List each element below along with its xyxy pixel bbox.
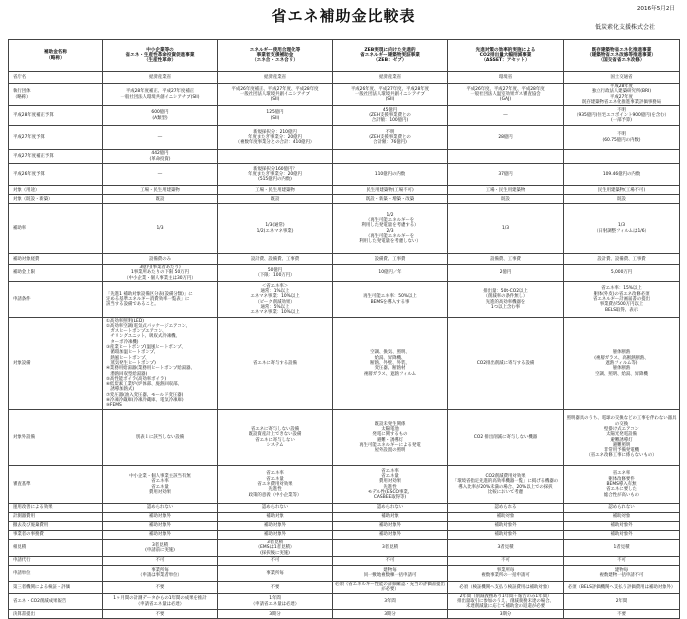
table-cell: 不可 [564,556,680,565]
table-row [9,565,680,581]
table-cell: 経済産業省 [218,72,333,84]
table-row [9,254,680,265]
row-label-cell: 対象（用途） [9,186,103,195]
table-row [9,531,680,540]
table-cell: 3期分 [448,610,564,619]
table-cell: 1/2 （再生可能エネルギーを 利用した発電量を考慮する） 2/3 （再生可能エネルギーを 利用した発電量を考慮しない） [333,204,448,254]
table-cell: 442億円 (革命投資) [103,150,218,164]
table-row [9,522,680,531]
table-cell: 事業所毎 （申請は事業者単位） [103,565,218,581]
row-label-cell: 平成26年度予算 [9,164,103,186]
table-cell: 2億円 [448,265,564,282]
table-cell: 3期分 [218,610,333,619]
table-cell: 新規採択分160億円？ 年度またぎ事業分：20億円 (515億円の内数) [218,164,333,186]
table-cell: 補助対象 [218,513,333,522]
table-cell: 補助対象 [448,513,564,522]
table-cell: 再生可能エネ率：50%以上 BEMSを導入する事 [333,282,448,318]
table-header-row [9,40,680,72]
table-cell: ＜省エネ率＞ 通常：1%以上 エネマネ事業：10%以上 （ピーク削減効果） 通常：5%以上 エネマネ事業：10%以上 [218,282,333,318]
table-cell: 600億円 (A類型) [103,106,218,126]
table-cell: 既設未発生関係 太陽電池 発電に関するもの 避難・誘導灯 再生可能エネルギーによる発電 屋外設置の照明 [333,410,448,466]
table-row [9,504,680,513]
table-cell: 補助対象外 [218,531,333,540]
table-row [9,593,680,610]
row-label-cell: 補助率 [9,204,103,254]
table-row [9,610,680,619]
table-cell: 建物毎 複数建物一括申請不可 [564,565,680,581]
table-cell: 設備費のみ [103,254,218,265]
table-cell: 民生用建築物(工場不可) [564,186,680,195]
table-cell: 1ヶ月間の計測データからの1年間の成果を推計 （申請省エネ量は必達） [103,593,218,610]
table-cell: 工場・民生用建築物 [218,186,333,195]
table-cell: 認められない [103,504,218,513]
table-cell: 既設 [564,195,680,204]
table-cell: 1/3 （日射調整フィルムは1/6） [564,204,680,254]
table-cell: 2年間（削減義務あり1年間＋報告のみ1年間） 排出量取引に参加のうえ、削減義務未達の場合、 未達削減量に応じて補助金の返還が必要 [448,593,564,610]
table-cell: 補助対象外 [564,531,680,540]
table-cell: 別表１に該当しない設備 [103,410,218,466]
table-cell: 補助対象外 [448,531,564,540]
table-row [9,513,680,522]
table-cell [333,150,448,164]
table-cell: 設備費、工事費 [448,254,564,265]
table-cell: 国土交通省 [564,72,680,84]
table-row [9,282,680,318]
table-cell: 3者見積 (申請前に実施) [103,540,218,557]
row-label-cell: 対象（既設・新築） [9,195,103,204]
program-name-cell: エネルギー使用合理化等 事業者支援補助金 （エネ合・エネ合リ） [218,40,333,72]
table-cell: 補助対象外 [103,513,218,522]
table-cell: 補助対象外 [333,522,448,531]
table-row [9,581,680,593]
table-cell: 省エネ率 省エネ量 省エネ費用対効果 先進性 政策的意義（中小企業等） [218,466,333,504]
table-cell: 必須（検証機関へ支払う検証費用は補助対象） [448,581,564,593]
header-label-cell: 補助金名称 （略称） [9,40,103,72]
table-cell [218,150,333,164]
table-row [9,72,680,84]
row-label-cell: 平成27年度予算 [9,126,103,150]
table-cell: 3億円(事業者あたり) 1事業所あたりの下限 50万円 （中小企業・個人事業主は30万円） [103,265,218,282]
table-cell: CO2排出削減に寄与する設備 [448,318,564,410]
row-label-cell: 第三者機関による検証・評価 [9,581,103,593]
row-label-cell: 省エネ・CO2削減成果報告 [9,593,103,610]
table-cell: 認められる [448,504,564,513]
table-cell: ― [103,126,218,150]
table-cell: 補助対象外 [333,531,448,540]
table-cell: 中小企業・個人事業主該当有無 省エネ率 省エネ量 費用対効果 [103,466,218,504]
table-cell: 民生用建築物(工場不可) [333,186,448,195]
table-cell: 空調、換気、照明、 給湯、昇降機、 断熱、外壁、外装、 変圧器、断熱材 複層ガラス、遮熱フィルム [333,318,448,410]
table-cell: 工場・民生用建築物 [448,186,564,195]
row-label-cell: 平成28年度補正予算 [9,106,103,126]
table-cell: 認められない [564,504,680,513]
table-cell: 認められない [333,504,448,513]
table-cell: 45億円 (ZEH支援事業費との 合計額：100億円) [333,106,448,126]
table-cell: 設計費、設備費、工事費 [218,254,333,265]
table-cell: 既設 [218,195,333,204]
table-cell: 平成28年度補正、平成27年度補正 一般社団法人環境共創イニシアチブ(SII) [103,84,218,106]
row-label-cell: 審査基準 [9,466,103,504]
table-cell: 新規採択分：210億円 年度またぎ事業分：20億円 （複数年度事業分との合計：410億円） [218,126,333,150]
table-cell: 既設 [448,195,564,204]
table-cell [448,150,564,164]
table-cell: 補助対象外 [103,522,218,531]
table-cell: 「先進1 補助対象設備区分表(設備分類)」に 定める基準エネルギー消費効率一覧表」に 該当する設備であること。 [103,282,218,318]
table-cell: 1者見積 [564,540,680,557]
table-row [9,195,680,204]
table-row [9,84,680,106]
table-cell: 補助対象 [564,513,680,522]
table-cell: 不要 [218,581,333,593]
table-cell: 不要 [564,610,680,619]
table-cell: 平成26年度補正、平成27年度、平成28年度 一般社団法人環境共創イニシアチブ (SII) [218,84,333,106]
table-cell: 3者見積 [333,540,448,557]
row-label-cell: 対象設備 [9,318,103,410]
table-cell: 3者見積 （EMSは1者見積） (採択後に実施) [218,540,333,557]
row-label-cell: 運用改善による効果 [9,504,103,513]
table-cell: 事業所毎 複数事業所の一括申請可 [448,565,564,581]
program-name-cell: ZEB実現に向けた先進的 省エネルギー建築物実証事業 （ZEB：ゼブ） [333,40,448,72]
row-label-cell: 申請代行 [9,556,103,565]
row-label-cell: 対象外設備 [9,410,103,466]
table-cell: 必須（省エネルギー性能の詳細確認・充当の評価書提出が必要） [333,581,448,593]
table-cell: 不要 [103,610,218,619]
table-cell: CO2削減費用対効果 「環境省指定先進的高効率機器一覧」に掲げる機器の 導入比率が20%未満の場合、20%以上での採択 比較において考慮 [448,466,564,504]
row-label-cell: 決算書提出 [9,610,103,619]
row-label-cell: 計測器費用 [9,513,103,522]
table-cell: 躯体断熱 (複層ガラス、高断熱断熱、 遮熱フィルム等) 躯体断熱 空調、照明、給湯、昇降機 [564,318,680,410]
table-cell: 省エネに寄与する設備 [218,318,333,410]
table-cell: 1/3 [103,204,218,254]
row-label-cell: 平成27年度補正予算 [9,150,103,164]
program-name-cell: 中小企業等の 省エネ・生産性革命投資促進事業 （生産性革命） [103,40,218,72]
table-cell: 排出量：50t-CO2以上 （削減率の条件無し） 先進的高効率機器を 1つ以上含む事 [448,282,564,318]
table-cell: 不明 （935億円(住宅エコポイント900億円)を含む） (一部予算) [564,106,680,126]
table-row [9,466,680,504]
table-row [9,318,680,410]
table-cell: 省エネ率 躯体改修要件 BEMS導入有無 省エネに要した 総合性が高いもの [564,466,680,504]
table-row [9,556,680,565]
table-cell: 補助対象外 [564,522,680,531]
table-cell: 10億円／年 [333,265,448,282]
table-cell: 110億円の内数 [333,164,448,186]
program-name-cell: 先進対策の効率的実施による CO2排出量大幅削減事業 （ASSET：アセット） [448,40,564,72]
table-cell: 3者見積 [448,540,564,557]
row-label-cell: 申請条件 [9,282,103,318]
row-label-cell: 相見積 [9,540,103,557]
table-cell: 平成28年度 独立行政法人建築研究所(BRI) 平成27年度 既存建築物省エネ化推進事業評価事務局 [564,84,680,106]
table-cell: 認められない [218,504,333,513]
table-row [9,126,680,150]
table-cell: 37億円 [448,164,564,186]
table-cell: 補助対象外 [448,522,564,531]
table-cell: 5,000万円 [564,265,680,282]
table-cell: 環境省 [448,72,564,84]
table-cell: 経済産業省 [103,72,218,84]
table-row [9,164,680,186]
table-cell: 省エネに寄与しない設備 既設資産計上できない設備 省エネに寄与しない システム [218,410,333,466]
table-cell: 2年間 [564,593,680,610]
comparison-table [8,39,680,619]
company-name: 低炭素化支援株式会社 [594,24,655,31]
table-cell: 不可 [218,556,333,565]
table-cell: 既設・新築・増築・改築 [333,195,448,204]
table-cell: ①高効率照明(LED) ②高効率空調(電気式パッケージエアコン、 ガスヒートポンプエアコン、 チリングユニット、吸収式冷凍機、 ターボ冷凍機) ③産業ヒートポンプ(温風ヒートポンプ、 循環加温ヒートポンプ、 熱風ヒートポンプ、 蒸気発生ヒートポンプ) ④業務用給湯器(業務用ヒートポンプ給湯器、 潜熱回収型給湯器) ⑤高性能ボイラ(高効率ボイラ) ⑥低炭素工業炉(炉体部、廃熱回収部、 誘導加熱式) ⑦変圧器(油入変圧器、モールド変圧器) ⑧冷凍冷蔵庫(冷凍冷蔵庫、電気冷凍庫) ⑨FEMS [103,318,218,410]
table-cell: 不可 [333,556,448,565]
table-cell: CO2 排出削減に寄与しない機器 [448,410,564,466]
table-cell: 3年間 [333,593,448,610]
table-row [9,410,680,466]
table-cell: 50億円 （下限：100万円） [218,265,333,282]
row-label-cell: 省庁名 [9,72,103,84]
table-cell: 建物毎 同一敷地複数棟一括申請可 [333,565,448,581]
table-cell: 省エネ率 省エネ量 費用対効果 先進性 モデル性(ESCO事業、 CASBEE取得等) [333,466,448,504]
table-cell: 1/3 [448,204,564,254]
row-label-cell: 事業者の事務費 [9,531,103,540]
row-label-cell: 申請単位 [9,565,103,581]
table-cell: 平成26年度、平成27年度、平成28年度 一般社団法人温室効果ガス審査協会 (GAJ) [448,84,564,106]
table-cell: 不可 [448,556,564,565]
table-cell: 不明 (60.75億円の内数) [564,126,680,150]
table-cell: 3期分 [333,610,448,619]
table-row [9,265,680,282]
row-label-cell: 補助対象経費 [9,254,103,265]
table-row [9,150,680,164]
table-cell: 設備費、工事費 [333,254,448,265]
table-cell: 補助対象外 [218,522,333,531]
table-row [9,186,680,195]
table-cell: 28億円 [448,126,564,150]
page-title: 省エネ補助金比較表 [271,7,416,25]
table-cell: 不要 [103,581,218,593]
table-cell: 経済産業省 [333,72,448,84]
table-cell: 省エネ率：15%以上 躯体(外皮)の省エネ改修必須 省エネルギー計画届書の提出 事業費が500万円以上 BELS取得、表示 [564,282,680,318]
program-name-cell: 既存建築物省エネ化推進事業 （建築物省エネ改修等推進事業） （国交省省エネ改修） [564,40,680,72]
table-cell: 不可 [103,556,218,565]
table-cell: 照明器具のうち、電球の交換などの工事を伴わない器具の交換 壁掛け式エアコン 太陽光発電設備 避難誘導灯 避難照明 非常用予備発電機 （省エネ改修工事に係らないもの） [564,410,680,466]
table-cell: 必須（BELS評価機関へ支払う評価費用は補助対象外） [564,581,680,593]
table-row [9,106,680,126]
table-cell: 事業所毎 [218,565,333,581]
table-cell: 工場・民生用建築物 [103,186,218,195]
table-cell: 既設 [103,195,218,204]
table-row [9,540,680,557]
row-label-cell: 補助金上限 [9,265,103,282]
table-cell: 109.46億円の内数 [564,164,680,186]
table-cell: ― [448,106,564,126]
table-cell [564,150,680,164]
table-cell: 設計費、設備費、工事費 [564,254,680,265]
row-label-cell: 執行団体 （略称） [9,84,103,106]
table-cell: 125億円 (SII) [218,106,333,126]
table-cell: 補助対象 [333,513,448,522]
table-cell: 不明 (ZEH支援事業費との 合計額：76億円) [333,126,448,150]
table-cell: ― [103,164,218,186]
table-cell: 1年間 （申請省エネ量は必達） [218,593,333,610]
table-cell: 平成26年度、平成27年度、平成28年度 一般社団法人環境共創イニシアチブ (SII) [333,84,448,106]
table-cell: 1/3(通常) 1/2(エネマネ事業) [218,204,333,254]
table-cell: 補助対象外 [103,531,218,540]
row-label-cell: 撤去及び廃棄費用 [9,522,103,531]
table-row [9,204,680,254]
document-date: 2016年5月2日 [636,6,675,12]
